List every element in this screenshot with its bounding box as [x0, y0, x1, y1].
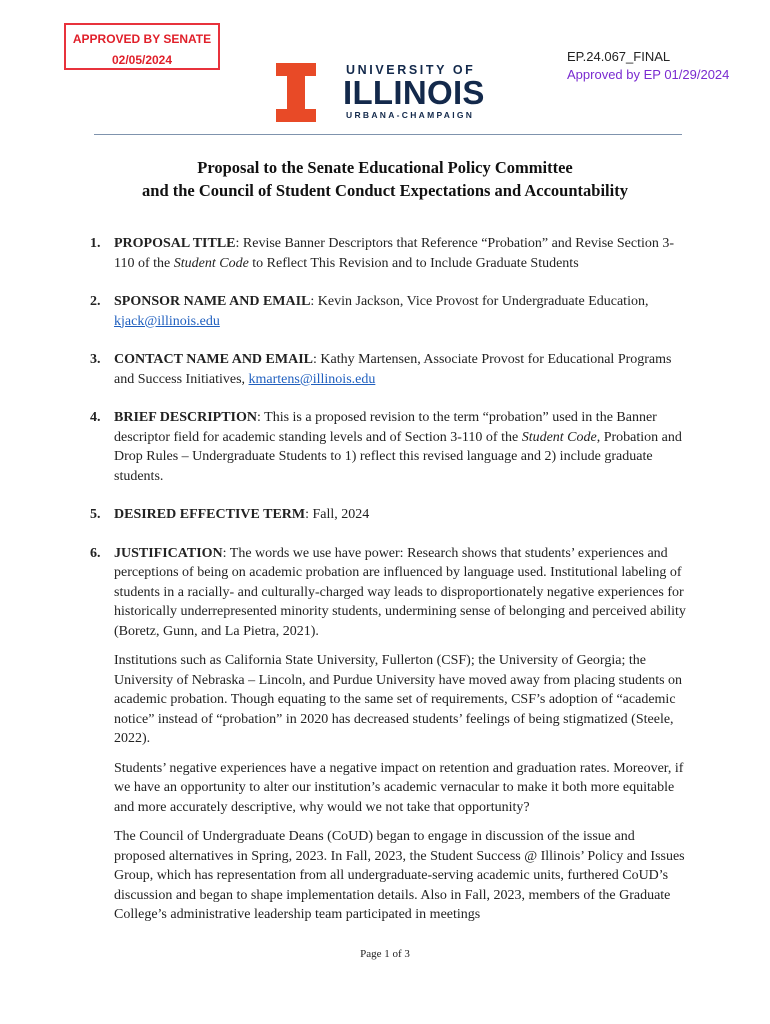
item-italic-text: Student Code: [521, 429, 597, 445]
item-label: PROPOSAL TITLE: [114, 236, 236, 251]
logo-urbana-champaign: URBANA-CHAMPAIGN: [346, 110, 475, 120]
item-number: 5.: [90, 507, 101, 522]
proposal-items-list: [84, 234, 689, 944]
justification-paragraph: Students’ negative experiences have a negative impact on retention and graduation rates. Moreover, if we have an opportunity to alter our institution’s academic vernacular to make it both more equitable and more accurately descriptive, why would we not take that opportunity?: [114, 760, 684, 815]
stamp-date: 02/05/2024: [111, 53, 173, 67]
item-label: CONTACT NAME AND EMAIL: [114, 352, 313, 367]
list-item-brief-description: [84, 408, 689, 486]
logo-illinois: ILLINOIS: [343, 74, 485, 111]
item-text: : This is a proposed revision to the term “probation” used in the Banner descriptor field for academic standing levels and of Section 3-110 of the: [114, 410, 657, 445]
item-text: : Revise Banner Descriptors that Reference “Probation” and Revise Section 3-110 of the: [114, 236, 675, 271]
header-divider: [94, 134, 682, 135]
list-item-proposal-title: [84, 234, 689, 273]
document-title-line-2: and the Council of Student Conduct Expectations and Accountability: [142, 181, 628, 200]
list-item-contact: [84, 350, 689, 389]
justification-paragraph: [114, 544, 689, 642]
stamp-line-1: APPROVED BY SENATE: [72, 32, 212, 46]
page-number: Page 1 of 3: [360, 948, 410, 960]
item-text: : Kathy Martensen, Associate Provost for Educational Programs and Success Initiatives,: [114, 352, 672, 387]
item-text: : Fall, 2024: [305, 507, 370, 522]
justification-paragraph: Institutions such as California State University, Fullerton (CSF); the University of Georgia; the University of Nebraska – Lincoln, and Purdue University have moved away from placing students on academic probation. Though equating to the same set of requirements, CSF’s adoption of “academic notice” instead of “probation” in 2020 has decreased students’ feelings of being stigmatized (Steele, 2022).: [114, 653, 683, 746]
item-number: 6.: [90, 545, 101, 561]
block-i-logo-icon: [276, 63, 316, 122]
item-number: 2.: [90, 294, 101, 309]
list-item-effective-term: [84, 505, 689, 525]
item-number: 1.: [90, 236, 101, 251]
ep-approval-note: Approved by EP 01/29/2024: [567, 67, 730, 82]
item-text-continued: to Reflect This Revision and to Include Graduate Students: [248, 255, 579, 271]
item-text: : Kevin Jackson, Vice Provost for Undergraduate Education,: [310, 294, 649, 309]
approval-stamp: [64, 23, 220, 70]
contact-email-link[interactable]: kmartens@illinois.edu: [248, 371, 376, 387]
item-italic-text: Student Code: [173, 255, 249, 271]
document-code: EP.24.067_FINAL: [567, 49, 671, 64]
document-title-line-1: Proposal to the Senate Educational Policy Committee: [197, 158, 573, 177]
sponsor-email-link[interactable]: kjack@illinois.edu: [114, 313, 220, 329]
logo-university-of: UNIVERSITY OF: [346, 63, 476, 77]
item-text-continued: , Probation and Drop Rules – Undergraduate Students to 1) reflect this revised language and 2) include graduate students.: [114, 429, 682, 484]
item-label: BRIEF DESCRIPTION: [114, 410, 258, 425]
item-text: : The words we use have power: Research shows that students’ experiences and perceptions of being on academic probation are influenced by language used. Institutional labeling of students in a racially- and culturally-charged way leads to disproportionately negative experiences for historically underrepresented minority students, undermining sense of belonging and perceived ability (Boretz, Gunn, and La Pietra, 2021).: [114, 545, 686, 639]
item-label: DESIRED EFFECTIVE TERM: [114, 507, 306, 522]
item-label: SPONSOR NAME AND EMAIL: [114, 294, 311, 309]
list-item-justification: [84, 544, 689, 925]
item-label: JUSTIFICATION: [114, 545, 223, 561]
list-item-sponsor: [84, 292, 689, 331]
justification-paragraph: The Council of Undergraduate Deans (CoUD) began to engage in discussion of the issue and proposed alternatives in Spring, 2023. In Fall, 2023, the Student Success @ Illinois’ Policy and Issues Group, which has representation from all undergraduate-serving academic units, furthered CoUD’s discussion and began to shape implementation details. Also in Fall, 2023, members of the Graduate College’s administrative leadership team participated in meetings: [114, 829, 685, 922]
item-number: 3.: [90, 352, 101, 367]
item-number: 4.: [90, 410, 101, 425]
